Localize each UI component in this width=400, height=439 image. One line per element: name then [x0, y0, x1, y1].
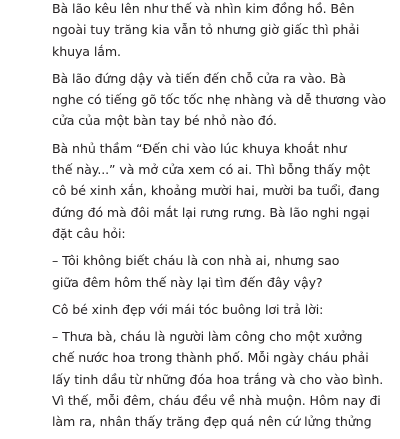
text-line: lấy tinh dầu từ những đóa hoa trắng và cho vào bình.	[52, 371, 384, 387]
text-line: thế này...” và mở cửa xem có ai. Thì bỗng thấy một	[52, 162, 371, 178]
text-line: – Thưa bà, cháu là người làm công cho một xưởng	[52, 329, 363, 345]
paragraph-1	[52, 0, 370, 62]
text-line: đứng đó mà đôi mắt lại rưng rưng. Bà lão nghi ngại	[52, 204, 370, 220]
text-line: đặt câu hỏi:	[52, 225, 126, 241]
text-line: làm ra, nhân thấy trăng đẹp quá nên cứ lửng thửng	[52, 414, 372, 430]
text-line: cô bé xinh xắn, khoảng mười hai, mười ba tuổi, đang	[52, 183, 380, 199]
paragraph-4	[52, 250, 370, 293]
paragraph-5	[52, 299, 370, 320]
text-line: cửa của một bàn tay bé nhỏ nào đó.	[52, 113, 277, 129]
story-text	[52, 0, 387, 439]
paragraph-3	[52, 138, 380, 244]
text-line: khuya lắm.	[52, 43, 121, 59]
text-line: Cô bé xinh đẹp với mái tóc buông lơi trả lời:	[52, 301, 324, 317]
text-line: chế nước hoa trong thành phố. Mỗi ngày cháu phải	[52, 350, 369, 366]
text-line: Bà lão đứng dậy và tiến đến chỗ cửa ra vào. Bà	[52, 70, 347, 86]
text-line: nghe có tiếng gõ tốc tốc nhẹ nhàng và dễ thương vào	[52, 92, 387, 108]
text-line: giữa đêm hôm thế này lại tìm đến đây vậy?	[52, 274, 323, 290]
text-line: Vì thế, mỗi đêm, cháu đều về nhà muộn. Hôm nay đi	[52, 393, 381, 409]
text-line: Bà lão kêu lên như thế và nhìn kim đồng hồ. Bên	[52, 1, 355, 16]
text-line: – Tôi không biết cháu là con nhà ai, nhưng sao	[52, 253, 340, 269]
text-line: ngoài tuy trăng kia vẫn tỏ nhưng giờ giấc thì phải	[52, 22, 360, 38]
text-line: Bà nhủ thầm “Đến chi vào lúc khuya khoắt như	[52, 140, 347, 156]
paragraph-2	[52, 68, 387, 132]
paragraph-6	[52, 326, 384, 432]
